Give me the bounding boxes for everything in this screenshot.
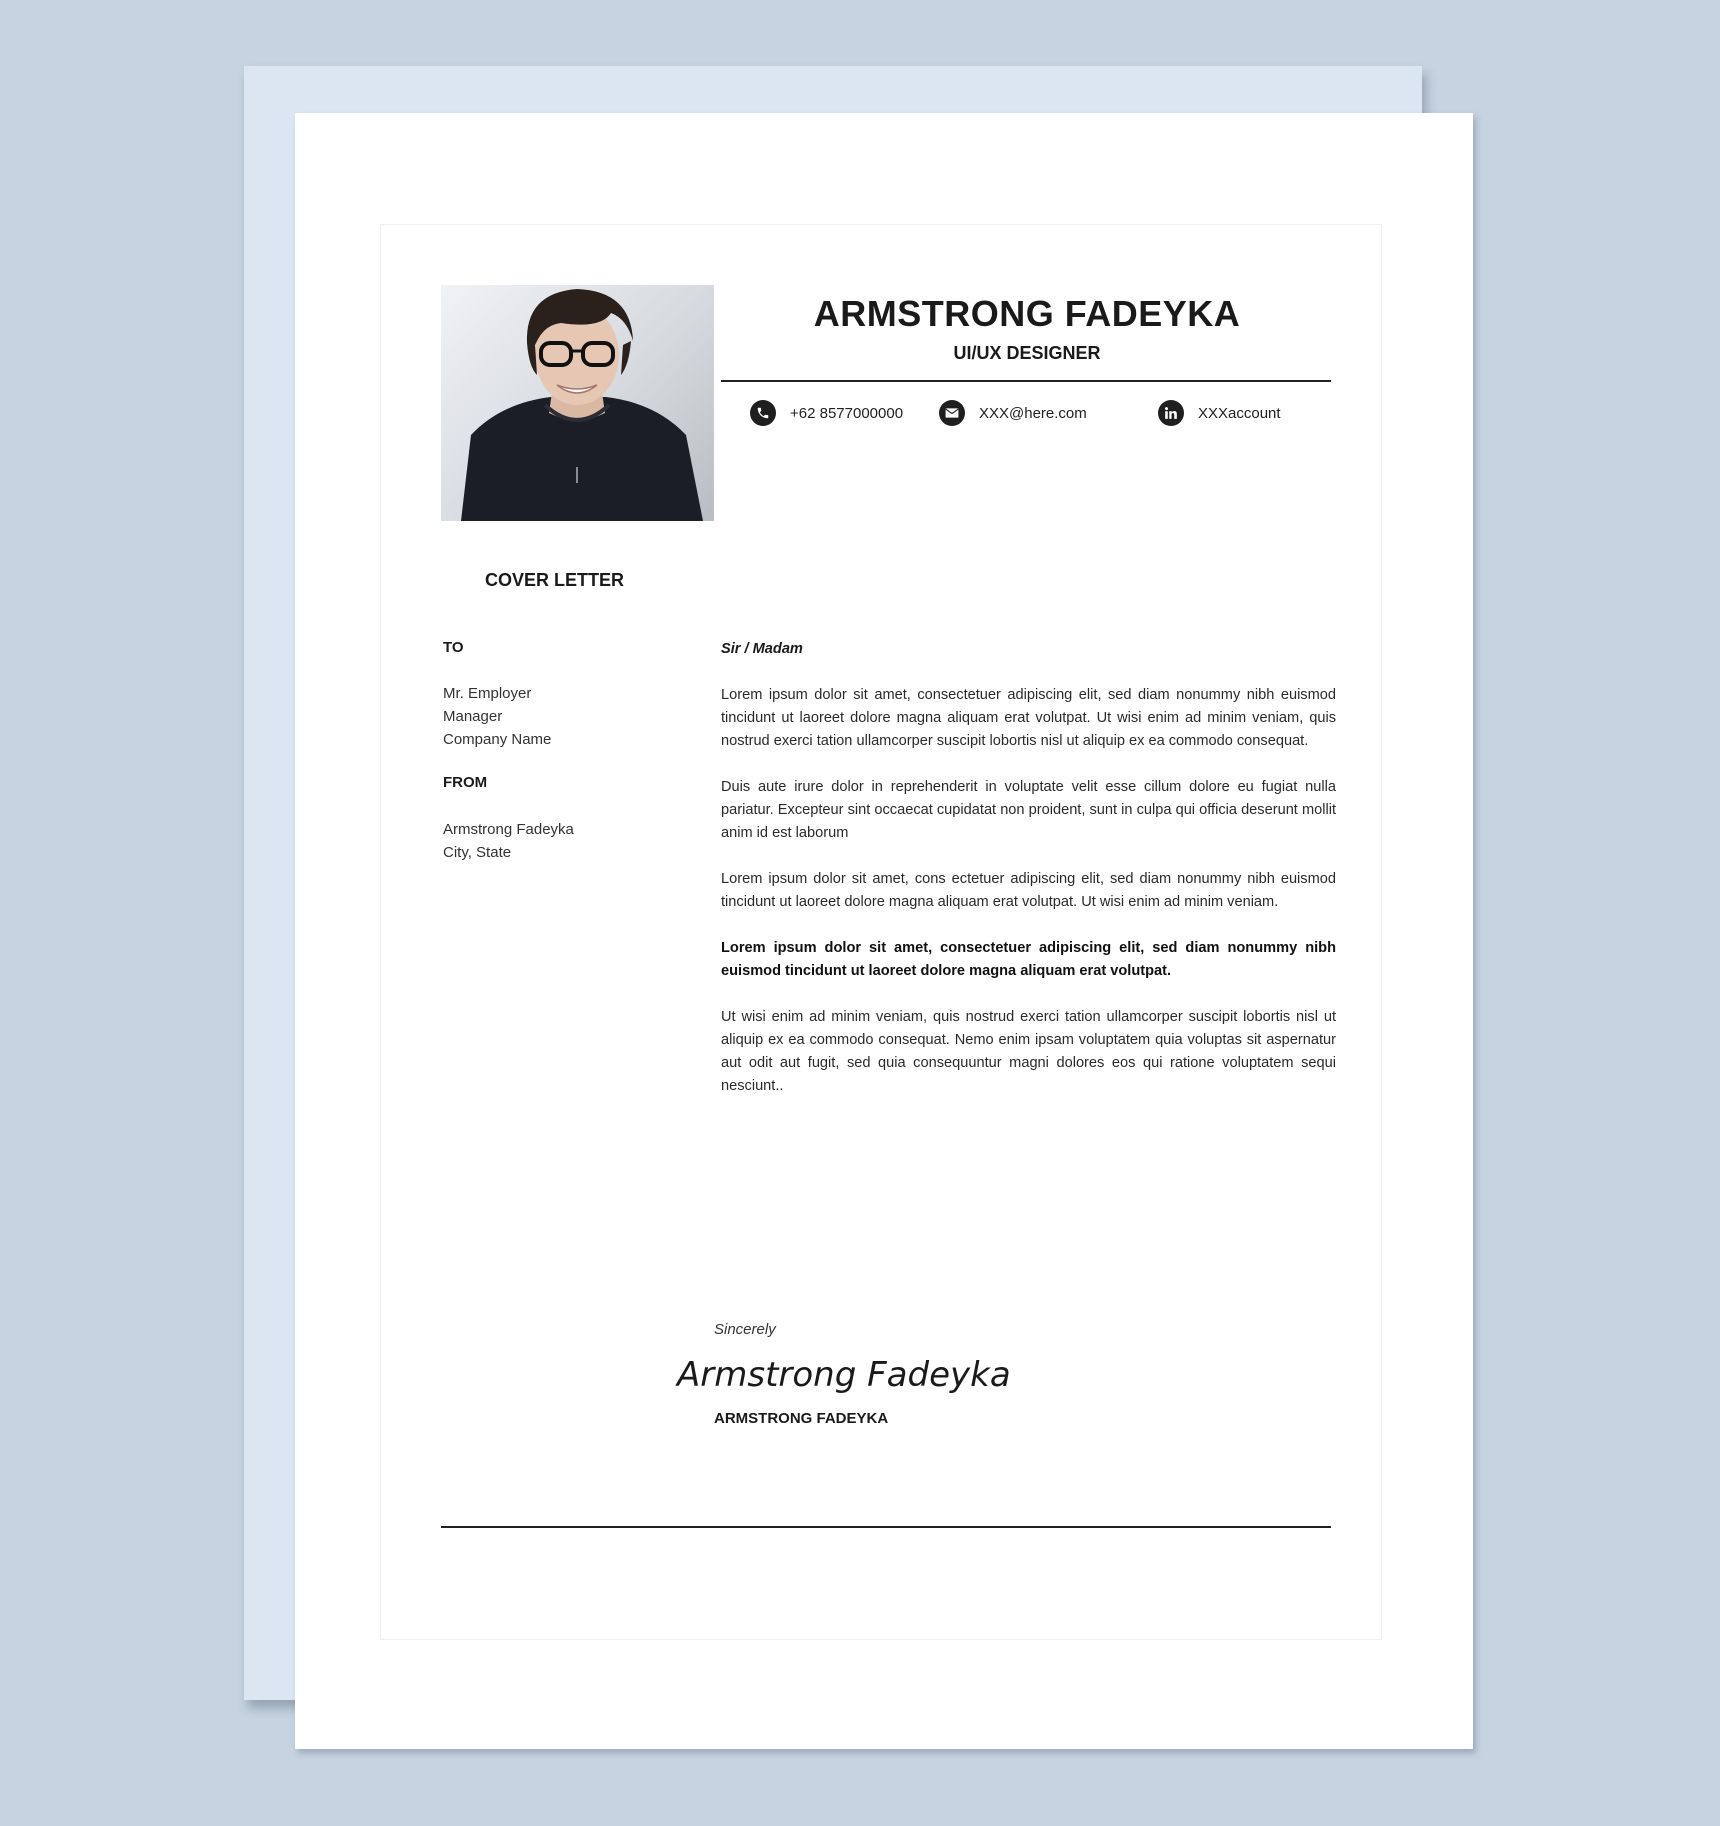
recipient-line: Mr. Employer [443, 685, 532, 702]
phone-text: +62 8577000000 [790, 404, 904, 422]
profile-photo [441, 285, 714, 521]
phone-icon [750, 400, 776, 426]
letter-body [721, 638, 1336, 1121]
document-frame [380, 224, 1382, 1640]
recipient-line: Company Name [443, 731, 552, 748]
job-title: UI/UX DESIGNER [953, 343, 1101, 363]
sender-line: Armstrong Fadeyka [443, 821, 574, 838]
letter-paragraph: Ut wisi enim ad minim veniam, quis nostrud exerci tation ullamcorper suscipit lobortis nisl ut aliquip ex ea commodo consequat. Nemo enim ipsam voluptatem quia voluptas sit aspernatur aut odit aut fugit, sed quia consequuntur magni dolores eos qui ratione voluptatem sequi nesciunt.. [721, 1009, 1336, 1094]
cover-letter-page [295, 113, 1473, 1749]
footer-divider [441, 1526, 1331, 1528]
email-text: XXX@here.com [979, 404, 1087, 422]
salutation: Sir / Madam [721, 641, 803, 657]
contact-linkedin[interactable] [1158, 400, 1281, 426]
from-label: FROM [443, 774, 488, 791]
header-divider [721, 380, 1331, 382]
sender-line: City, State [443, 844, 512, 861]
valediction: Sincerely [714, 1321, 776, 1338]
to-label: TO [443, 639, 464, 656]
letter-paragraph-bold: Lorem ipsum dolor sit amet, consectetuer adipiscing elit, sed diam nonummy nibh euismod tincidunt ut laoreet dolore magna aliquam erat volutpat. [721, 940, 1336, 979]
contact-email[interactable] [939, 400, 1087, 426]
letter-paragraph: Lorem ipsum dolor sit amet, consectetuer adipiscing elit, sed diam nonummy nibh euismod tincidunt ut laoreet dolore magna aliquam erat volutpat. Ut wisi enim ad minim veniam, quis nostrud exerci tation ullamcorper suscipit lobortis nisl ut aliquip ex ea commodo consequat. [721, 687, 1336, 749]
linkedin-icon [1158, 400, 1184, 426]
letter-paragraph: Duis aute irure dolor in reprehenderit in voluptate velit esse cillum dolore eu fugiat nulla pariatur. Excepteur sint occaecat cupidatat non proident, sunt in culpa qui officia deserunt mollit anim id est laborum [721, 779, 1336, 841]
signature: Armstrong Fadeyka [677, 1355, 1011, 1395]
applicant-name: ARMSTRONG FADEYKA [813, 293, 1241, 334]
recipient-line: Manager [443, 708, 503, 725]
letter-paragraph: Lorem ipsum dolor sit amet, cons ectetuer adipiscing elit, sed diam nonummy nibh euismod tincidunt ut laoreet dolore magna aliquam erat volutpat. Ut wisi enim ad minim veniam. [721, 871, 1336, 910]
section-title: COVER LETTER [485, 570, 625, 590]
linkedin-text: XXXaccount [1198, 404, 1281, 422]
contact-phone[interactable] [750, 400, 903, 426]
mail-icon [939, 400, 965, 426]
signer-name: ARMSTRONG FADEYKA [714, 1410, 889, 1427]
